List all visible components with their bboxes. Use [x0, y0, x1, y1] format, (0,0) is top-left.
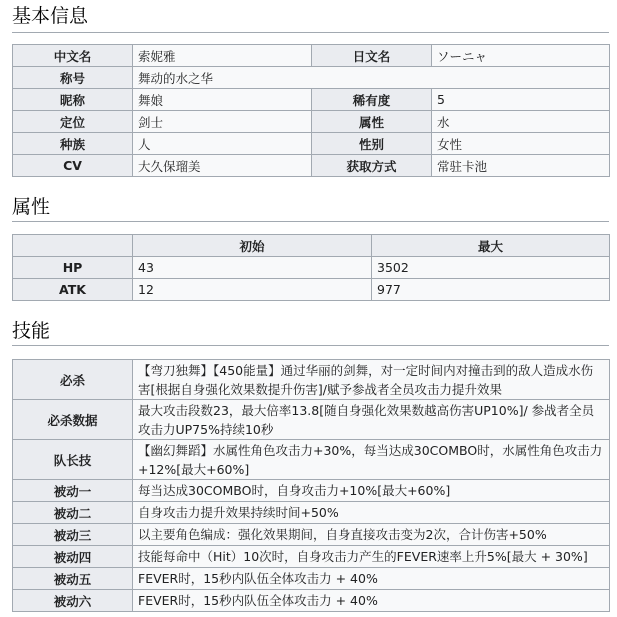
- value-leader-skill: 【幽幻舞蹈】水属性角色攻击力+30%，每当达成30COMBO时，水属性角色攻击力+12%[最大+60%]: [133, 440, 610, 480]
- table-row: [13, 89, 610, 111]
- label-passive-1: 被动一: [13, 480, 133, 502]
- label-leader-skill: 队长技: [13, 440, 133, 480]
- value-role: 剑士: [133, 111, 312, 133]
- value-atk-max: 977: [372, 279, 610, 301]
- value-cv: 大久保瑠美: [133, 155, 312, 177]
- label-passive-2: 被动二: [13, 502, 133, 524]
- section-title-basic-info: 基本信息: [12, 5, 89, 27]
- table-row: [13, 524, 610, 546]
- table-row: [13, 257, 610, 279]
- value-passive-2: 自身攻击力提升效果持续时间+50%: [133, 502, 610, 524]
- label-role: 定位: [13, 111, 133, 133]
- header-initial: 初始: [133, 235, 372, 257]
- section-divider: [12, 221, 609, 222]
- table-row: [13, 45, 610, 67]
- label-element: 属性: [312, 111, 432, 133]
- value-passive-3: 以主要角色编成：强化效果期间，自身直接攻击变为2次，合计伤害+50%: [133, 524, 610, 546]
- stats-table: [12, 234, 610, 301]
- value-obtain-method: 常驻卡池: [432, 155, 610, 177]
- value-title: 舞动的水之华: [133, 67, 610, 89]
- section-title-attributes: 属性: [12, 196, 51, 218]
- table-row: [13, 400, 610, 440]
- label-cv: CV: [13, 155, 133, 177]
- label-hp: HP: [13, 257, 133, 279]
- label-japanese-name: 日文名: [312, 45, 432, 67]
- value-passive-5: FEVER时，15秒内队伍全体攻击力 + 40%: [133, 568, 610, 590]
- label-passive-3: 被动三: [13, 524, 133, 546]
- label-obtain-method: 获取方式: [312, 155, 432, 177]
- label-nickname: 昵称: [13, 89, 133, 111]
- value-element: 水: [432, 111, 610, 133]
- basic-info-table: [12, 44, 610, 177]
- value-nickname: 舞娘: [133, 89, 312, 111]
- value-passive-6: FEVER时，15秒内队伍全体攻击力 + 40%: [133, 590, 610, 612]
- label-gender: 性别: [312, 133, 432, 155]
- section-divider: [12, 32, 609, 33]
- value-race: 人: [133, 133, 312, 155]
- value-ultimate: 【弯刀独舞】【450能量】通过华丽的剑舞，对一定时间内对撞击到的敌人造成水伤害[根据自身强化效果数提升伤害]/赋予参战者全员攻击力提升效果: [133, 360, 610, 400]
- table-row: [13, 155, 610, 177]
- value-japanese-name: ソーニャ: [432, 45, 610, 67]
- table-row: [13, 546, 610, 568]
- table-row: [13, 568, 610, 590]
- table-row: [13, 111, 610, 133]
- table-row: [13, 590, 610, 612]
- table-row: [13, 67, 610, 89]
- table-row: [13, 502, 610, 524]
- value-passive-1: 每当达成30COMBO时，自身攻击力+10%[最大+60%]: [133, 480, 610, 502]
- label-passive-5: 被动五: [13, 568, 133, 590]
- value-passive-4: 技能每命中（Hit）10次时，自身攻击力产生的FEVER速率上升5%[最大 + 30%]: [133, 546, 610, 568]
- table-header-row: [13, 235, 610, 257]
- label-title: 称号: [13, 67, 133, 89]
- value-atk-initial: 12: [133, 279, 372, 301]
- header-empty: [13, 235, 133, 257]
- table-row: [13, 279, 610, 301]
- header-max: 最大: [372, 235, 610, 257]
- section-title-skills: 技能: [12, 320, 51, 342]
- value-chinese-name: 索妮雅: [133, 45, 312, 67]
- label-passive-4: 被动四: [13, 546, 133, 568]
- value-gender: 女性: [432, 133, 610, 155]
- value-hp-initial: 43: [133, 257, 372, 279]
- table-row: [13, 440, 610, 480]
- label-race: 种族: [13, 133, 133, 155]
- skills-table: [12, 359, 610, 612]
- value-rarity: 5: [432, 89, 610, 111]
- label-ultimate: 必杀: [13, 360, 133, 400]
- label-passive-6: 被动六: [13, 590, 133, 612]
- table-row: [13, 360, 610, 400]
- section-divider: [12, 345, 609, 346]
- table-row: [13, 133, 610, 155]
- label-atk: ATK: [13, 279, 133, 301]
- label-rarity: 稀有度: [312, 89, 432, 111]
- value-ultimate-data: 最大攻击段数23，最大倍率13.8[随自身强化效果数越高伤害UP10%]/ 参战者全员攻击力UP75%持续10秒: [133, 400, 610, 440]
- value-hp-max: 3502: [372, 257, 610, 279]
- table-row: [13, 480, 610, 502]
- label-ultimate-data: 必杀数据: [13, 400, 133, 440]
- label-chinese-name: 中文名: [13, 45, 133, 67]
